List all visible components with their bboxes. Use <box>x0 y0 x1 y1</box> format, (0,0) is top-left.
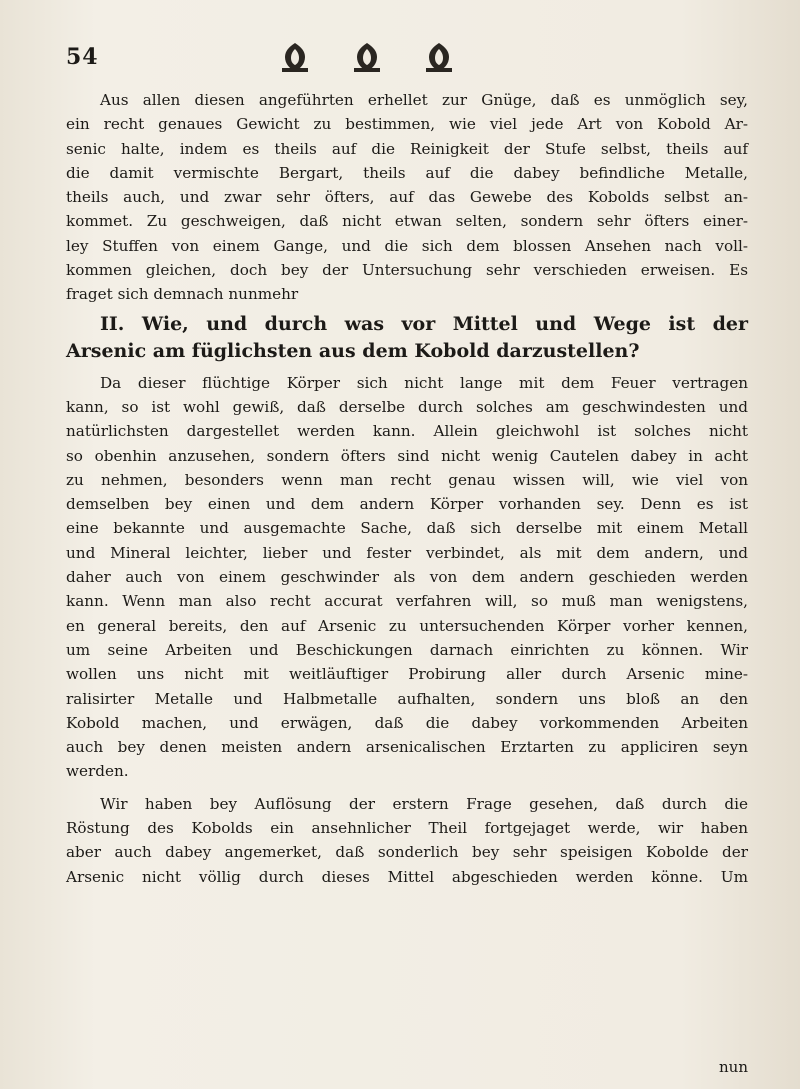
text-line: kann. Wenn man also recht accurat verfahren will, so muß man wenigstens, <box>66 592 748 611</box>
text-line: kann, so ist wohl gewiß, daß derselbe durch solches am geschwindesten und <box>66 397 748 416</box>
text-line: senic halte, indem es theils auf die Reinigkeit der Stufe selbst, theils auf <box>66 139 748 158</box>
body-text <box>66 88 748 889</box>
text-line: Röstung des Kobolds ein ansehnlicher Theil fortgejaget werde, wir haben <box>66 819 748 838</box>
text-line: Da dieser flüchtige Körper sich nicht lange mit dem Feuer vertragen <box>100 373 748 392</box>
text-line: kommet. Zu geschweigen, daß nicht etwan selten, sondern sehr öfters einer- <box>66 212 748 231</box>
text-line: aber auch dabey angemerket, daß sonderlich bey sehr speisigen Kobolde der <box>66 843 748 862</box>
text-line: eine bekannte und ausgemachte Sache, daß sich derselbe mit einem Metall <box>66 519 748 538</box>
paragraph <box>66 792 748 889</box>
header-ornaments <box>278 40 456 74</box>
text-line: Aus allen diesen angeführten erhellet zur Gnüge, daß es unmöglich sey, <box>100 91 748 109</box>
text-line: Arsenic nicht völlig durch dieses Mittel abgeschieden werden könne. Um <box>66 867 748 886</box>
heading-line: II. Wie, und durch was vor Mittel und Wege ist der <box>100 312 748 335</box>
ornament-icon <box>350 40 384 74</box>
catchword: nun <box>719 1058 748 1076</box>
text-line: en general bereits, den auf Arsenic zu untersuchenden Körper vorher kennen, <box>66 616 748 635</box>
section-heading <box>66 311 748 365</box>
page-number: 54 <box>66 44 99 70</box>
text-line: und Mineral leichter, lieber und fester verbindet, als mit dem andern, und <box>66 543 748 562</box>
paragraph <box>66 371 748 784</box>
text-line: natürlichsten dargestellet werden kann. Allein gleichwohl ist solches nicht <box>66 422 748 441</box>
text-line: die damit vermischte Bergart, theils auf die dabey befindliche Metalle, <box>66 163 748 182</box>
text-line: Wir haben bey Auflösung der erstern Frage gesehen, daß durch die <box>100 794 748 813</box>
text-line: so obenhin anzusehen, sondern öfters sind nicht wenig Cautelen dabey in acht <box>66 446 748 465</box>
text-line: um seine Arbeiten und Beschickungen darnach einrichten zu können. Wir <box>66 640 748 659</box>
text-line: daher auch von einem geschwinder als von dem andern geschieden werden <box>66 568 748 587</box>
text-line: zu nehmen, besonders wenn man recht genau wissen will, wie viel von <box>66 470 748 489</box>
text-line: demselben bey einen und dem andern Körper vorhanden sey. Denn es ist <box>66 495 748 514</box>
text-line: theils auch, und zwar sehr öfters, auf das Gewebe des Kobolds selbst an- <box>66 188 748 207</box>
paragraph <box>66 88 748 307</box>
text-line: auch bey denen meisten andern arsenicalischen Erztarten zu appliciren seyn <box>66 738 748 757</box>
ornament-icon <box>422 40 456 74</box>
text-line: Kobold machen, und erwägen, daß die dabey vorkommenden Arbeiten <box>66 713 748 732</box>
page-header <box>66 40 746 80</box>
text-line: werden. <box>66 762 129 781</box>
heading-line: Arsenic am füglichsten aus dem Kobold darzustellen? <box>66 339 640 362</box>
text-line: fraget sich demnach nunmehr <box>66 285 299 304</box>
text-line: wollen uns nicht mit weitläuftiger Probirung aller durch Arsenic mine- <box>66 665 748 684</box>
text-line: kommen gleichen, doch bey der Untersuchung sehr verschieden erweisen. Es <box>66 261 748 280</box>
text-line: ley Stuffen von einem Gange, und die sich dem blossen Ansehen nach voll- <box>66 236 748 255</box>
text-line: ralisirter Metalle und Halbmetalle aufhalten, sondern uns bloß an den <box>66 689 748 708</box>
text-line: ein recht genaues Gewicht zu bestimmen, wie viel jede Art von Kobold Ar- <box>66 115 748 134</box>
ornament-icon <box>278 40 312 74</box>
